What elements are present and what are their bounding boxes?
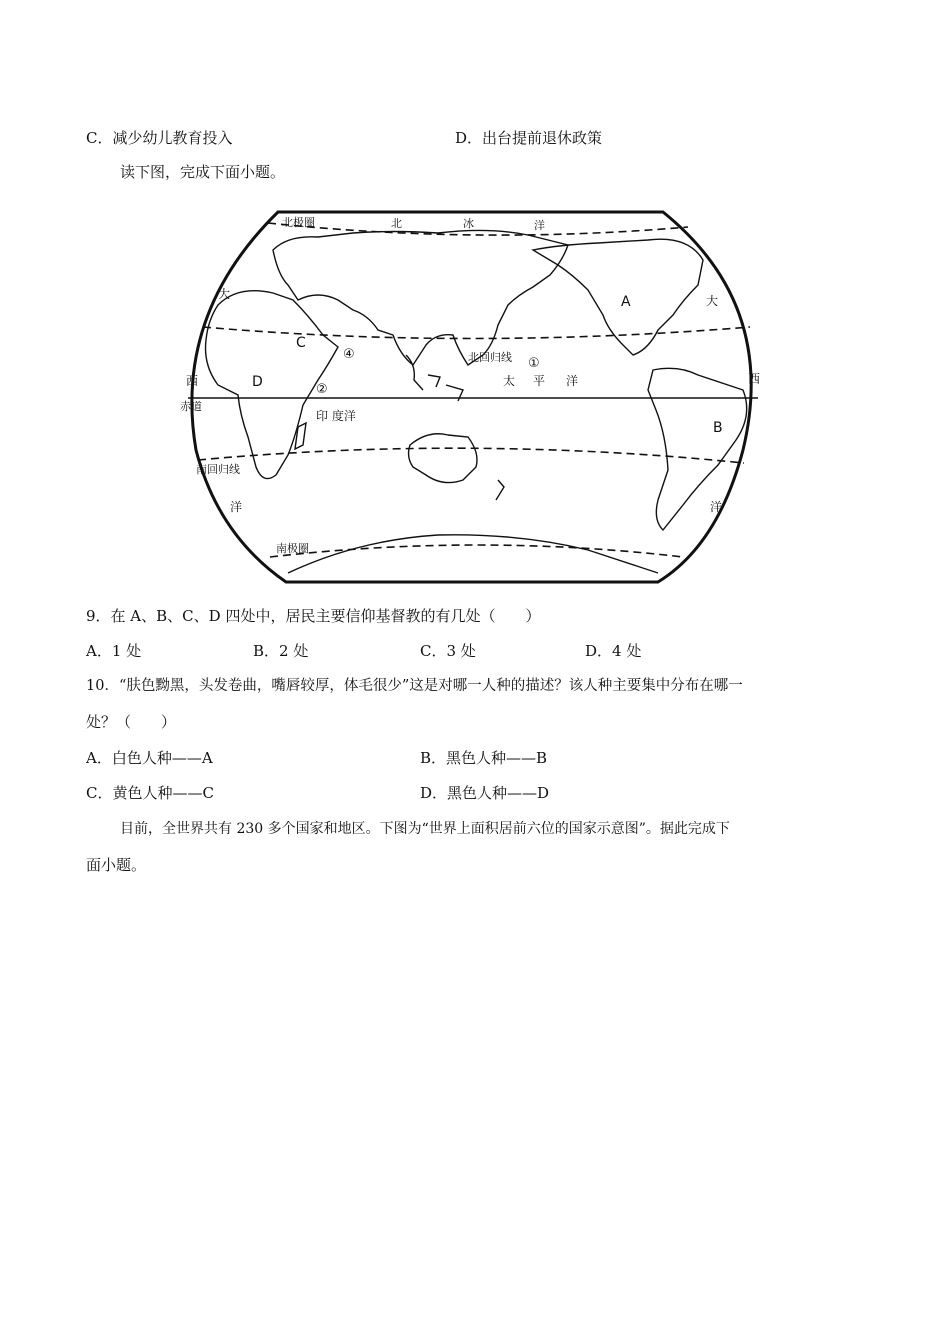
- label-equator: 赤道: [180, 400, 202, 413]
- map-intro-text: 读下图，完成下面小题。: [120, 163, 286, 181]
- q10-option-c: C．黄色人种——C: [86, 784, 214, 802]
- label-yang-right: 洋: [710, 500, 723, 514]
- label-tropic-cancer: 北回归线: [468, 351, 512, 364]
- countries-intro-line2: 面小题。: [86, 856, 147, 874]
- marker-c: C: [296, 335, 306, 351]
- label-pacific-yang: 洋: [566, 374, 579, 388]
- marker-a: A: [621, 294, 631, 310]
- q8-option-c: C．减少幼儿教育投入: [86, 129, 233, 147]
- label-xi-left: 西: [186, 374, 199, 388]
- label-pacific-tai: 太: [503, 374, 516, 388]
- new-zealand-outline: [496, 480, 504, 500]
- label-pacific-ping: 平: [533, 374, 546, 388]
- tropic-capricorn-line: [198, 448, 744, 463]
- label-ice: 冰: [463, 217, 474, 230]
- europe-asia-outline: [273, 230, 568, 365]
- q9-stem: 9．在 A、B、C、D 四处中，居民主要信仰基督教的有几处（ ）: [86, 607, 541, 625]
- antarctica-outline: [288, 535, 658, 573]
- label-da-left: 大: [218, 287, 231, 301]
- q10-stem-line2: 处？（ ）: [86, 713, 177, 731]
- map-frame: [192, 212, 751, 582]
- marker-2: ②: [316, 382, 328, 397]
- label-north: 北: [391, 217, 402, 230]
- q10-option-d: D．黑色人种——D: [420, 784, 550, 802]
- label-arctic-circle: 北极圈: [282, 216, 315, 229]
- label-yang-left: 洋: [230, 500, 243, 514]
- label-da-right: 大: [706, 294, 719, 308]
- marker-1: ①: [528, 356, 540, 371]
- madagascar-outline: [295, 423, 306, 449]
- q10-stem-line1: 10．“肤色黝黑，头发卷曲，嘴唇较厚，体毛很少”这是对哪一人种的描述？该人种主要集中分布在哪一: [86, 678, 743, 694]
- q9-option-a: A．1 处: [86, 642, 142, 660]
- marker-4: ④: [343, 347, 355, 362]
- label-tropic-capricorn: 南回归线: [196, 463, 240, 476]
- australia-outline: [409, 434, 477, 483]
- south-america-outline: [648, 368, 747, 530]
- label-indian-ocean: 印 度洋: [316, 409, 356, 423]
- q10-option-b: B．黑色人种——B: [420, 749, 548, 767]
- arctic-circle-line: [268, 223, 688, 235]
- label-xi-right: 西: [748, 372, 761, 386]
- q9-option-d: D．4 处: [585, 642, 642, 660]
- q9-option-b: B．2 处: [253, 642, 309, 660]
- label-ocean-north: 洋: [534, 219, 545, 232]
- countries-intro-line1: 目前，全世界共有 230 多个国家和地区。下图为“世界上面积居前六位的国家示意图”。据此完成下: [120, 821, 730, 837]
- marker-d: D: [252, 374, 263, 390]
- tropic-cancer-line: [203, 327, 750, 339]
- marker-b: B: [713, 420, 723, 436]
- world-map: [178, 205, 768, 590]
- q9-option-c: C．3 处: [420, 642, 476, 660]
- label-antarctic-circle: 南极圈: [276, 542, 309, 555]
- q8-option-d: D．出台提前退休政策: [455, 129, 603, 147]
- q10-option-a: A．白色人种——A: [86, 749, 213, 767]
